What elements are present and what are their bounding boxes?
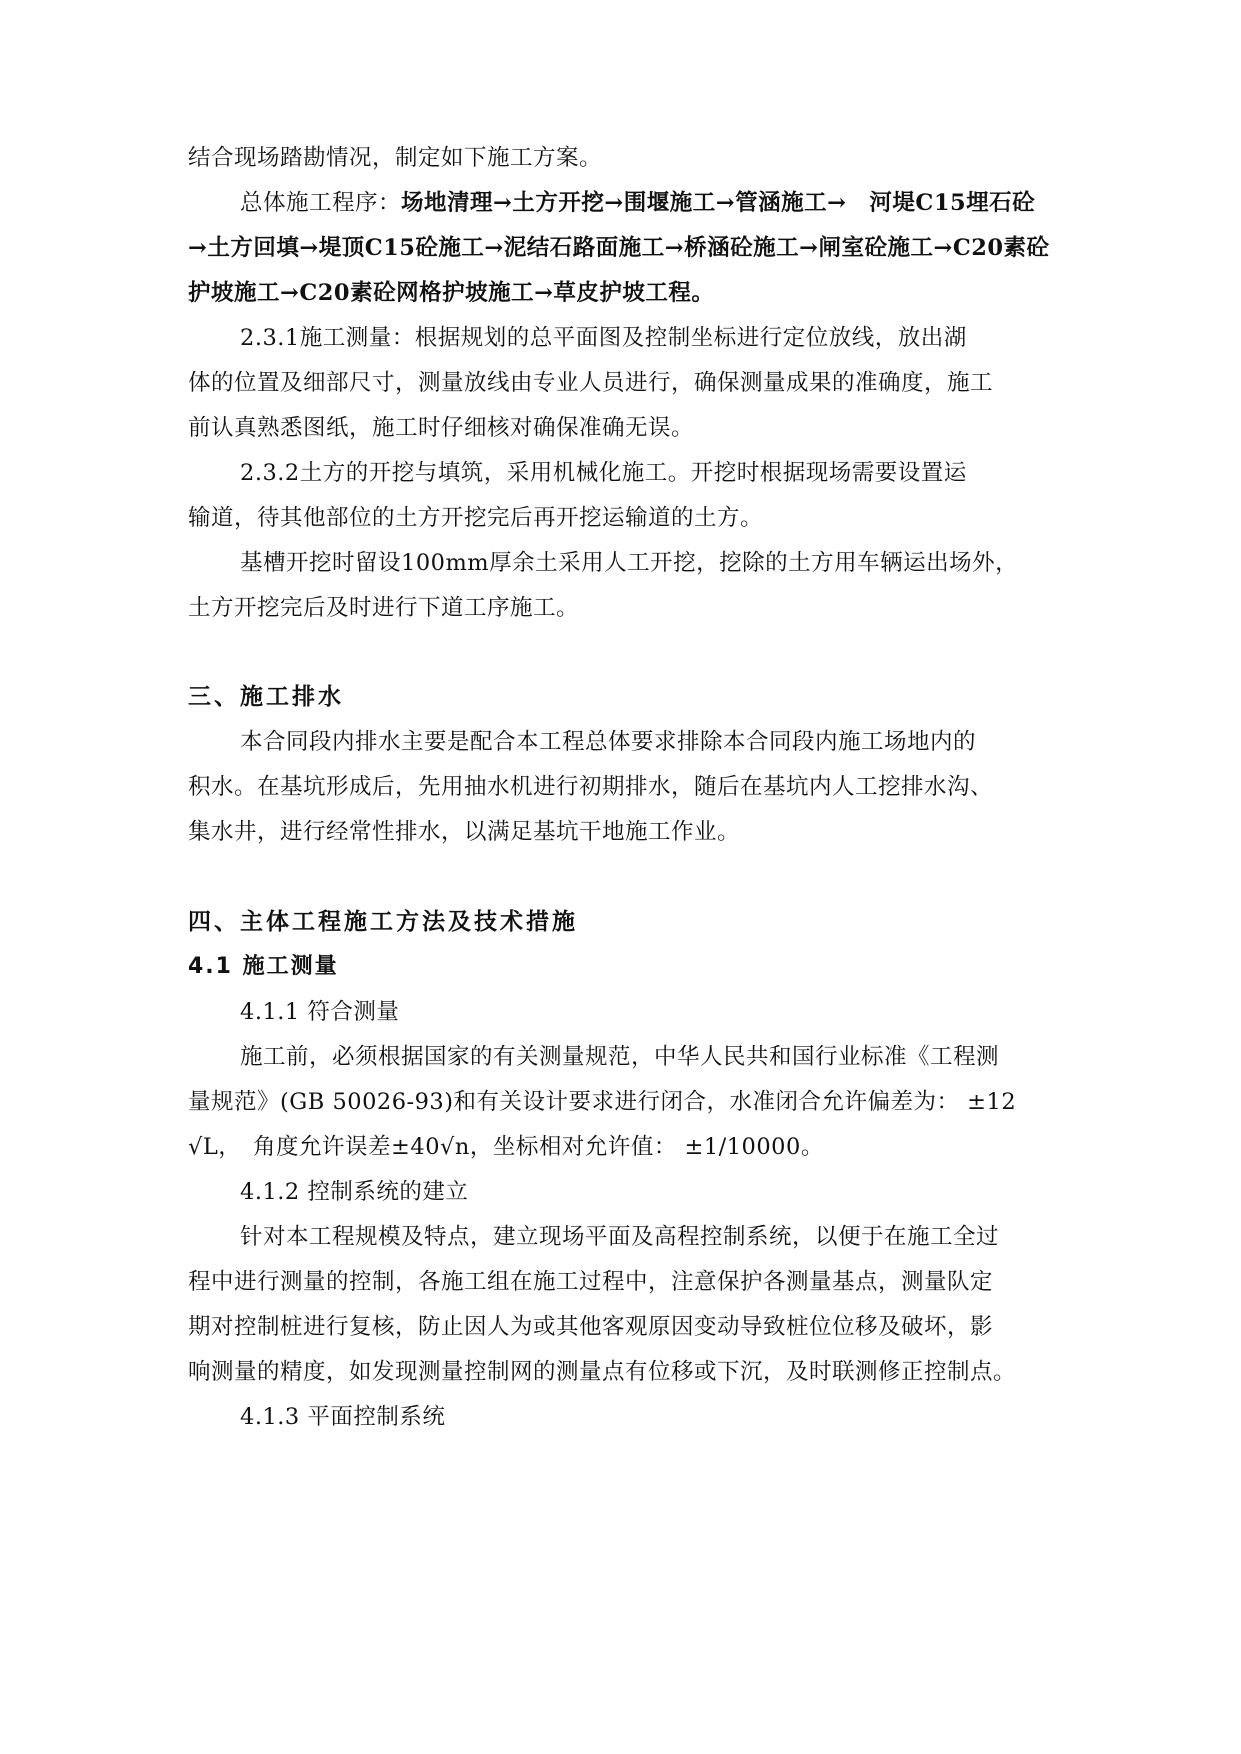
paragraph-line: √L， 角度允许误差±40√n，坐标相对允许值： ±1/10000。 xyxy=(188,1134,824,1160)
paragraph-line: 量规范》(GB 50026-93)和有关设计要求进行闭合，水准闭合允许偏差为： ±12 xyxy=(188,1089,1017,1115)
process-sequence-line: →土方回填→堤顶C15砼施工→泥结石路面施工→桥涵砼施工→闸室砼施工→C20素砼 xyxy=(188,235,1050,261)
paragraph-line: 基槽开挖时留设100mm厚余土采用人工开挖，挖除的土方用车辆运出场外， xyxy=(240,550,1019,576)
process-label: 总体施工程序： xyxy=(240,190,402,216)
paragraph-line: 集水井，进行经常性排水，以满足基坑干地施工作业。 xyxy=(188,819,741,845)
process-sequence: 场地清理→土方开挖→围堰施工→管涵施工→ 河堤C15埋石砼 xyxy=(401,190,1036,216)
section-heading: 三、施工排水 xyxy=(188,684,344,710)
subsection-title: 4.1.3 平面控制系统 xyxy=(240,1404,446,1430)
paragraph-line: 响测量的精度，如发现测量控制网的测量点有位移或下沉，及时联测修正控制点。 xyxy=(188,1359,1017,1385)
paragraph-line: 程中进行测量的控制，各施工组在施工过程中，注意保护各测量基点，测量队定 xyxy=(188,1269,994,1295)
paragraph-line: 积水。在基坑形成后，先用抽水机进行初期排水，随后在基坑内人工挖排水沟、 xyxy=(188,774,994,800)
paragraph-line: 前认真熟悉图纸，施工时仔细核对确保准确无误。 xyxy=(188,415,695,441)
paragraph-line: 2.3.2土方的开挖与填筑，采用机械化施工。开挖时根据现场需要设置运 xyxy=(240,460,967,486)
paragraph-line: 期对控制桩进行复核，防止因人为或其他客观原因变动导致桩位位移及破坏，影 xyxy=(188,1314,994,1340)
paragraph-line: 针对本工程规模及特点，建立现场平面及高程控制系统，以便于在施工全过 xyxy=(240,1224,1000,1250)
subsection-heading: 4.1 施工测量 xyxy=(188,954,339,979)
subsection-title: 4.1.1 符合测量 xyxy=(240,999,400,1025)
paragraph-line: 土方开挖完后及时进行下道工序施工。 xyxy=(188,595,580,621)
paragraph-line: 结合现场踏勘情况，制定如下施工方案。 xyxy=(188,145,603,171)
paragraph-line xyxy=(240,188,1035,218)
paragraph-line: 输道，待其他部位的土方开挖完后再开挖运输道的土方。 xyxy=(188,505,764,531)
subsection-title: 4.1.2 控制系统的建立 xyxy=(240,1179,469,1205)
paragraph-line: 施工前，必须根据国家的有关测量规范，中华人民共和国行业标准《工程测 xyxy=(240,1044,1000,1070)
paragraph-line: 2.3.1施工测量：根据规划的总平面图及控制坐标进行定位放线，放出湖 xyxy=(240,325,967,351)
section-heading: 四、主体工程施工方法及技术措施 xyxy=(188,909,578,935)
paragraph-line: 本合同段内排水主要是配合本工程总体要求排除本合同段内施工场地内的 xyxy=(240,729,977,755)
paragraph-line: 体的位置及细部尺寸，测量放线由专业人员进行，确保测量成果的准确度，施工 xyxy=(188,370,994,396)
process-sequence-line: 护坡施工→C20素砼网格护坡施工→草皮护坡工程。 xyxy=(188,280,715,306)
